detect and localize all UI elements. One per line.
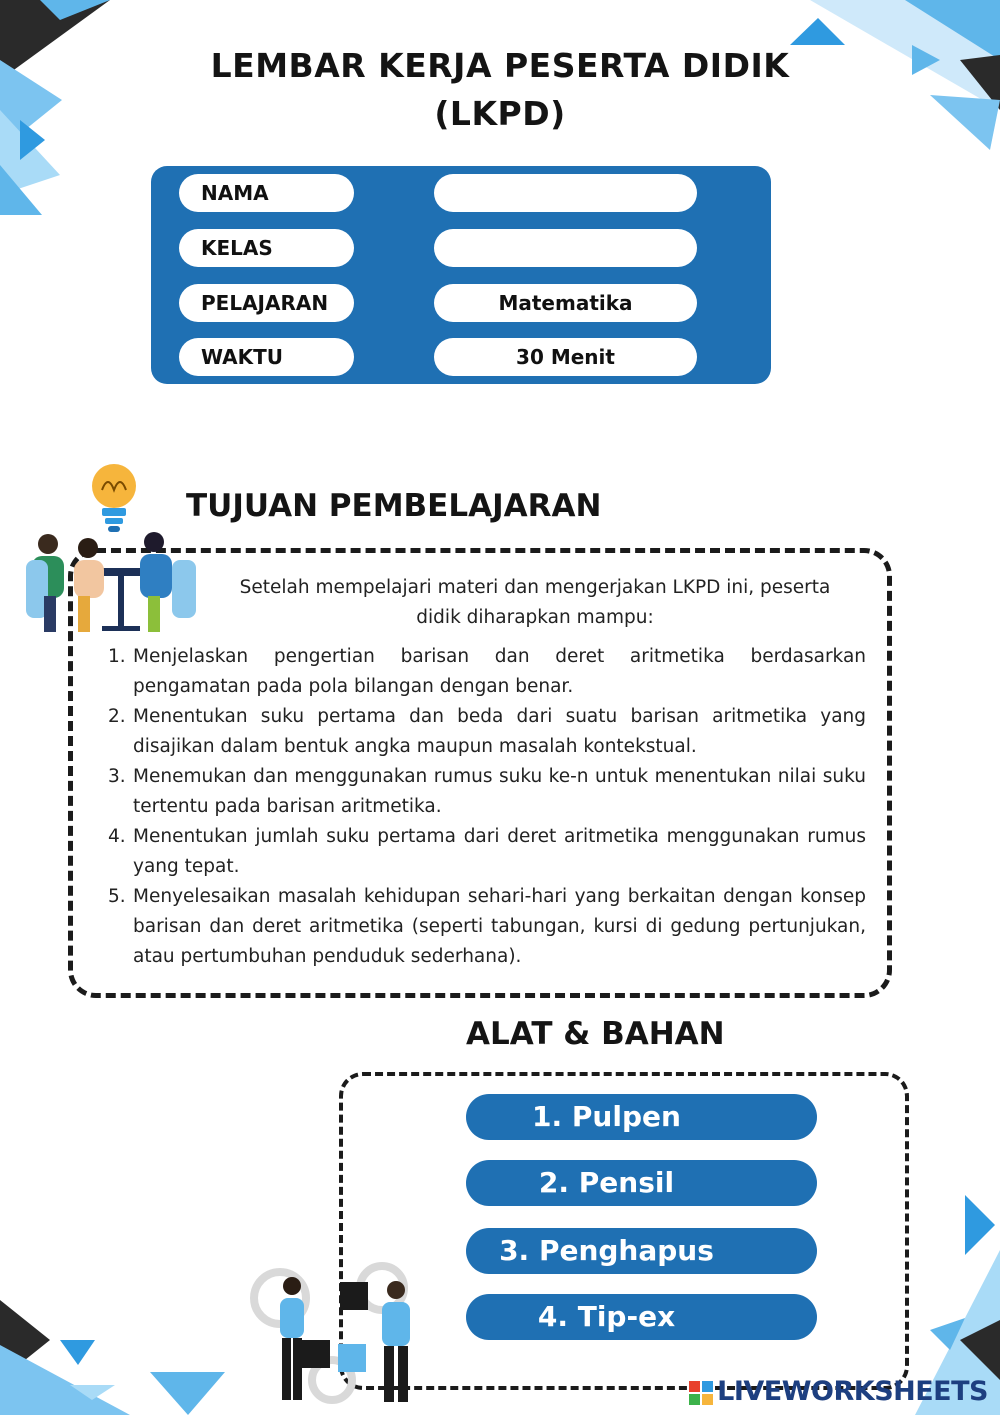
list-item-number: 4. (108, 826, 126, 847)
learning-goals-title: TUJUAN PEMBELAJARAN (186, 488, 602, 524)
list-item (108, 762, 866, 822)
liveworksheets-logo-icon (689, 1381, 713, 1405)
subject-label: PELAJARAN (179, 284, 354, 322)
tool-item-penghapus: 3. Penghapus (466, 1228, 817, 1274)
list-item-number: 5. (108, 886, 126, 907)
time-value: 30 Menit (434, 338, 697, 376)
list-item-number: 2. (108, 706, 126, 727)
tool-item-tip-ex: 4. Tip-ex (466, 1294, 817, 1340)
name-label: NAMA (179, 174, 354, 212)
list-item-text: Menentukan suku pertama dan beda dari suatu barisan aritmetika yang disajikan dalam bentuk angka maupun masalah kontekstual. (133, 706, 866, 757)
list-item-text: Menemukan dan menggunakan rumus suku ke-n untuk menentukan nilai suku tertentu pada barisan aritmetika. (133, 766, 866, 817)
name-input[interactable] (434, 174, 697, 212)
liveworksheets-watermark (689, 1376, 988, 1407)
list-item (108, 642, 866, 702)
puzzle-illustration (250, 1258, 430, 1408)
list-item (108, 882, 866, 972)
learning-goals-intro: Setelah mempelajari materi dan mengerjakan LKPD ini, peserta didik diharapkan mampu: (239, 577, 831, 628)
list-item-text: Menentukan jumlah suku pertama dari deret aritmetika menggunakan rumus yang tepat. (133, 826, 866, 877)
worksheet-subtitle: (LKPD) (434, 94, 566, 133)
tools-title: ALAT & BAHAN (466, 1016, 725, 1052)
worksheet-title: LEMBAR KERJA PESERTA DIDIK (210, 46, 790, 85)
list-item (108, 702, 866, 762)
student-info-panel (151, 166, 771, 384)
discussion-illustration (22, 460, 212, 635)
list-item-number: 1. (108, 646, 126, 667)
list-item-number: 3. (108, 766, 126, 787)
learning-goals-list (108, 642, 866, 972)
list-item-text: Menjelaskan pengertian barisan dan deret aritmetika berdasarkan pengamatan pada pola bilangan dengan benar. (133, 646, 866, 697)
class-label: KELAS (179, 229, 354, 267)
class-input[interactable] (434, 229, 697, 267)
subject-value: Matematika (434, 284, 697, 322)
watermark-text: LIVEWORKSHEETS (717, 1376, 988, 1407)
list-item-text: Menyelesaikan masalah kehidupan sehari-hari yang berkaitan dengan konsep barisan dan deret aritmetika (seperti tabungan, kursi di gedung pertunjukan, atau pertumbuhan penduduk sederhana). (133, 886, 866, 967)
tool-item-pulpen: 1. Pulpen (466, 1094, 817, 1140)
time-label: WAKTU (179, 338, 354, 376)
list-item (108, 822, 866, 882)
tool-item-pensil: 2. Pensil (466, 1160, 817, 1206)
